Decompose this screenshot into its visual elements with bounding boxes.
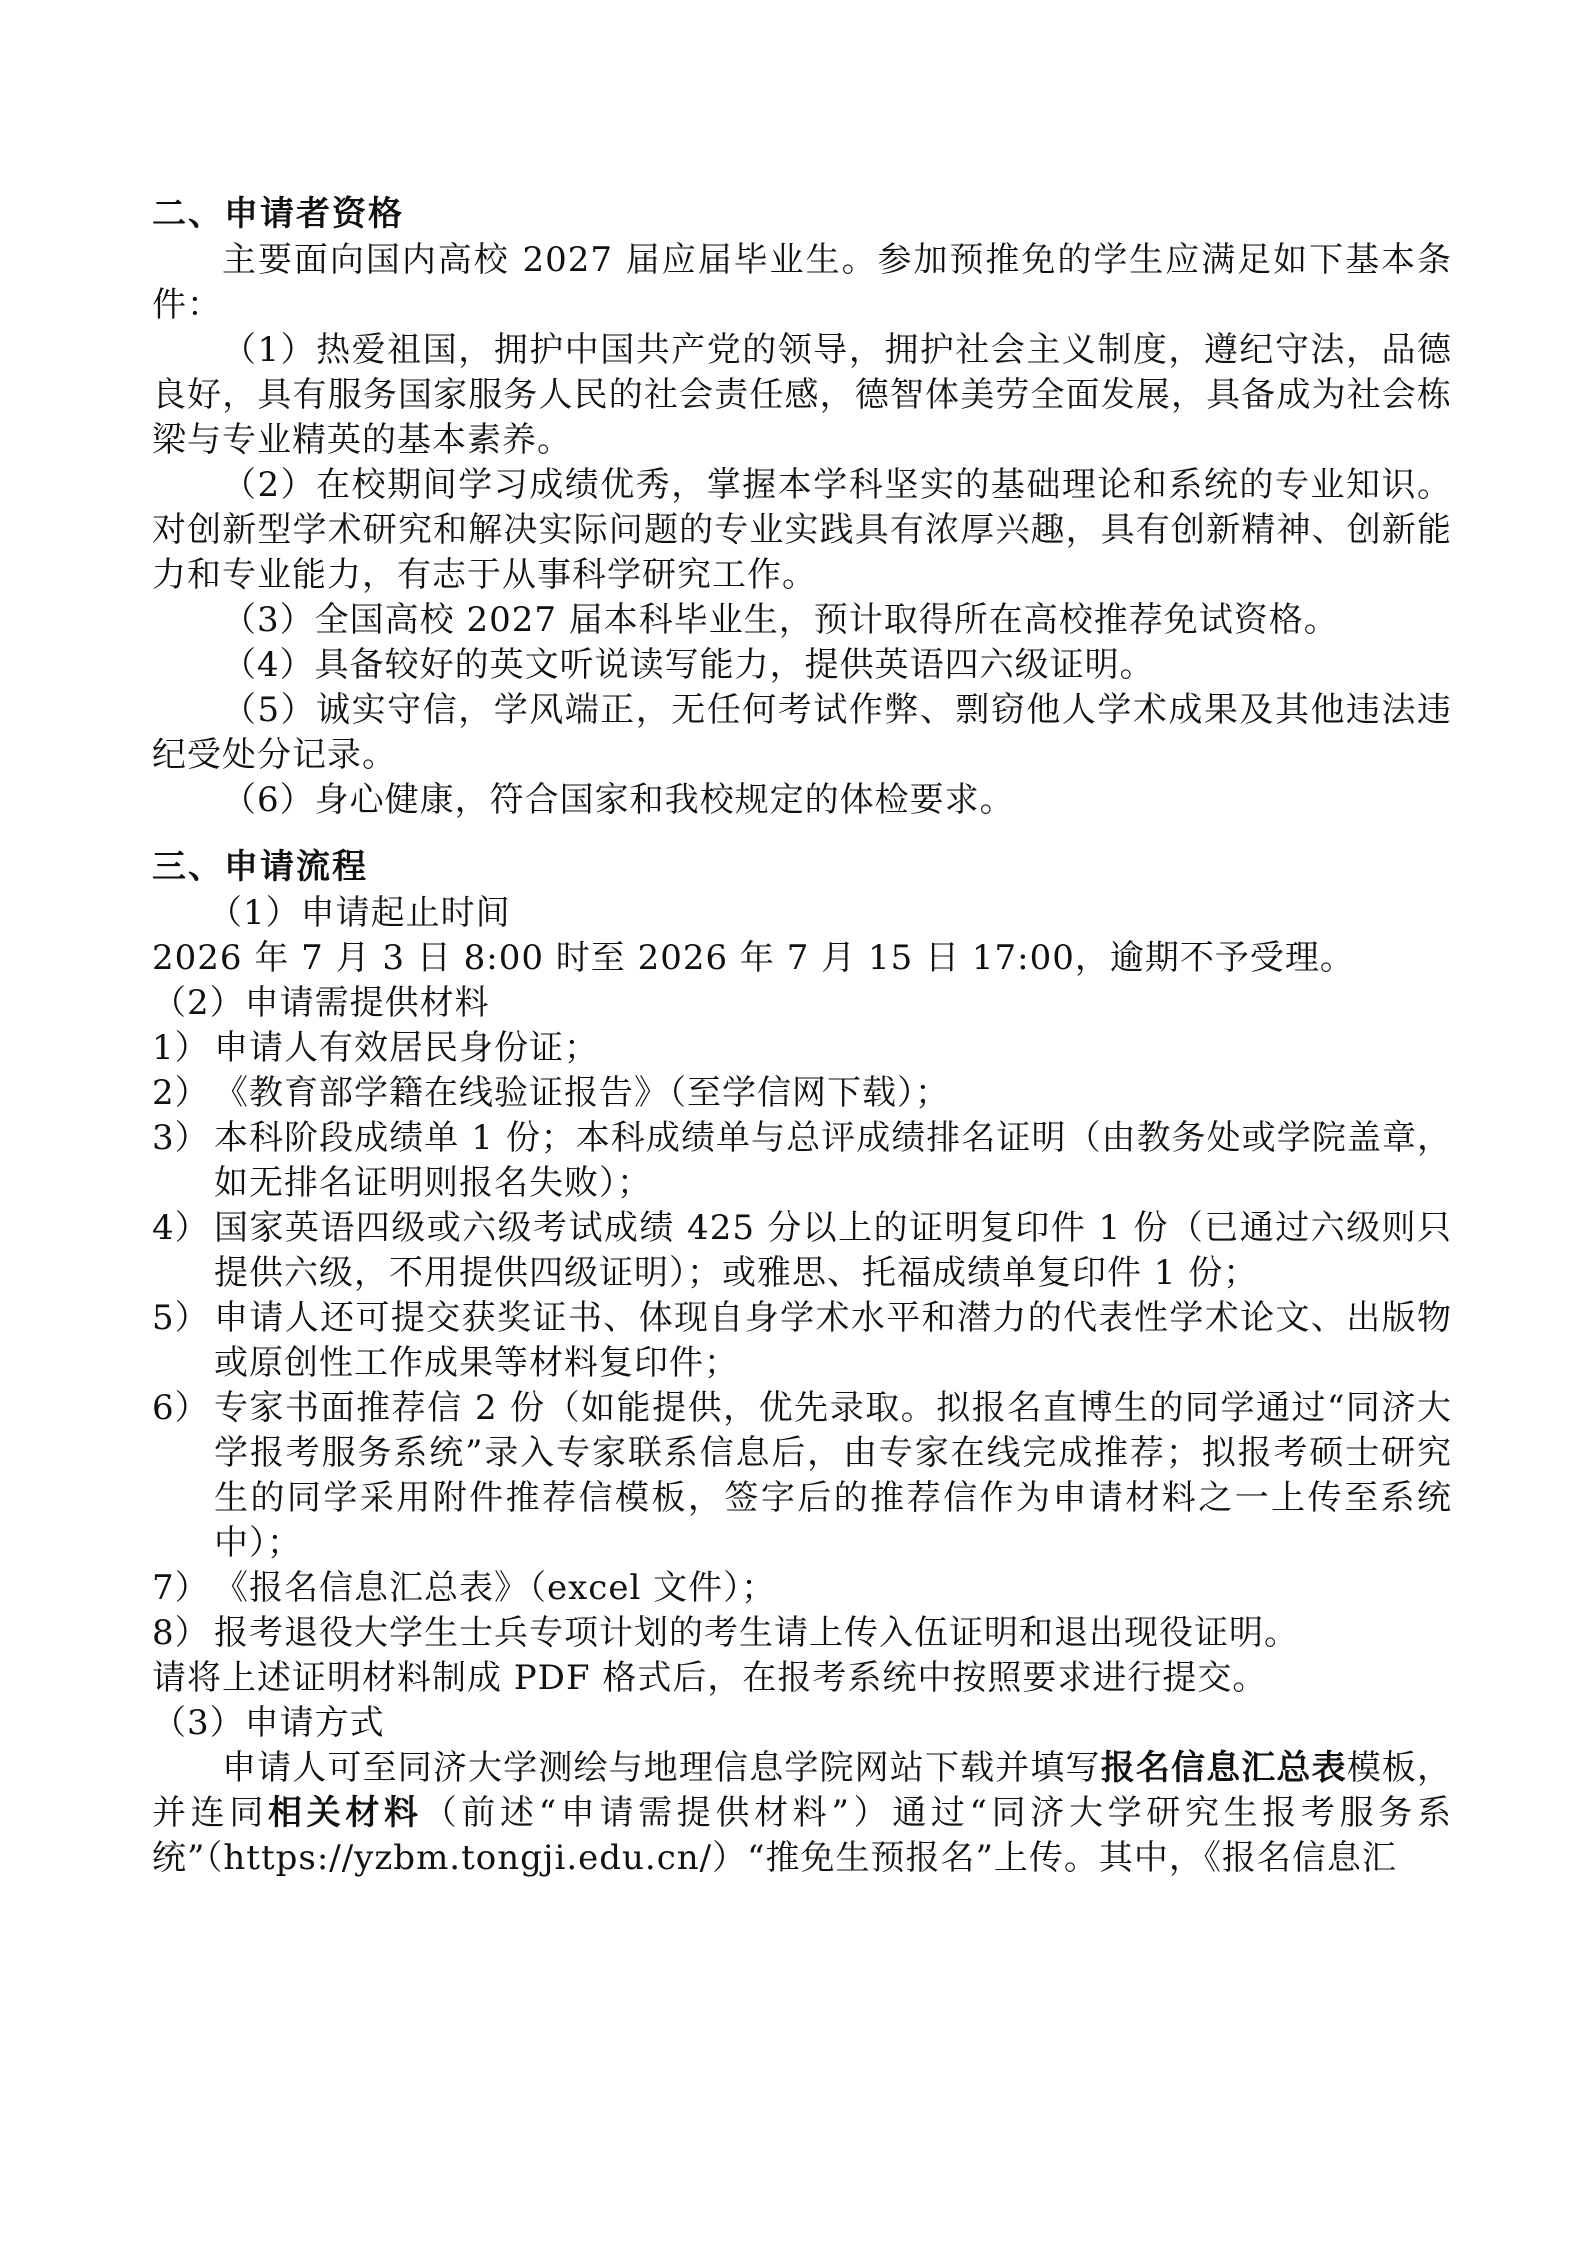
material-item: 6） 专家书面推荐信 2 份（如能提供，优先录取。拟报名直博生的同学通过“同济大学报考服务系统”录入专家联系信息后，由专家在线完成推荐；拟报考硕士研究生的同学采用附件推荐信模板，签字后的推荐信作为申请材料之一上传至系统中）； bbox=[152, 1388, 1452, 1563]
section-heading-eligibility: 二、申请者资格 bbox=[152, 194, 404, 234]
summary-form-bold: 报名信息汇总表 bbox=[1100, 1748, 1347, 1788]
time-title: （1）申请起止时间 bbox=[208, 893, 511, 933]
material-item: 5） 申请人还可提交获奖证书、体现自身学术水平和潜力的代表性学术论文、出版物或原创性工作成果等材料复印件； bbox=[152, 1298, 1452, 1383]
method-title: （3）申请方式 bbox=[152, 1703, 385, 1743]
condition-1: （1）热爱祖国，拥护中国共产党的领导，拥护社会主义制度，遵纪守法，品德良好，具有服务国家服务人民的社会责任感，德智体美劳全面发展，具备成为社会栋梁与专业精英的基本素养。 bbox=[152, 330, 1452, 460]
related-materials-bold: 相关材料 bbox=[268, 1793, 423, 1833]
condition-5: （5）诚实守信，学风端正，无任何考试作弊、剽窃他人学术成果及其他违法违纪受处分记录。 bbox=[152, 690, 1452, 775]
material-item: 3） 本科阶段成绩单 1 份；本科成绩单与总评成绩排名证明（由教务处或学院盖章，如无排名证明则报名失败）； bbox=[152, 1118, 1452, 1203]
condition-6: （6）身心健康，符合国家和我校规定的体检要求。 bbox=[222, 780, 1015, 820]
time-text: 2026 年 7 月 3 日 8:00 时至 2026 年 7 月 15 日 17:00，逾期不予受理。 bbox=[152, 938, 1355, 978]
eligibility-intro: 主要面向国内高校 2027 届应届毕业生。参加预推免的学生应满足如下基本条件： bbox=[152, 240, 1452, 325]
materials-title: （2）申请需提供材料 bbox=[152, 983, 490, 1023]
material-item: 8） 报考退役大学生士兵专项计划的考生请上传入伍证明和退出现役证明。 bbox=[152, 1613, 1299, 1653]
condition-3: （3）全国高校 2027 届本科毕业生，预计取得所在高校推荐免试资格。 bbox=[222, 600, 1339, 640]
section-heading-process: 三、申请流程 bbox=[152, 847, 368, 887]
material-item: 2） 《教育部学籍在线验证报告》（至学信网下载）； bbox=[152, 1073, 950, 1113]
document-content bbox=[152, 190, 1452, 1881]
material-item: 7） 《报名信息汇总表》（excel 文件）； bbox=[152, 1568, 777, 1608]
material-item: 1） 申请人有效居民身份证； bbox=[152, 1028, 599, 1068]
method-paragraph: 申请人可至同济大学测绘与地理信息学院网站下载并填写报名信息汇总表模板，并连同相关材料（前述“申请需提供材料”）通过“同济大学研究生报考服务系统”（https://yzbm.tongji.edu.cn/）“推免生预报名”上传。其中，《报名信息汇 bbox=[152, 1748, 1453, 1878]
material-item: 4） 国家英语四级或六级考试成绩 425 分以上的证明复印件 1 份（已通过六级则只提供六级，不用提供四级证明）；或雅思、托福成绩单复印件 1 份； bbox=[152, 1208, 1452, 1293]
condition-2: （2）在校期间学习成绩优秀，掌握本学科坚实的基础理论和系统的专业知识。对创新型学术研究和解决实际问题的专业实践具有浓厚兴趣，具有创新精神、创新能力和专业能力，有志于从事科学研究工作。 bbox=[152, 465, 1452, 595]
materials-note: 请将上述证明材料制成 PDF 格式后，在报考系统中按照要求进行提交。 bbox=[152, 1658, 1268, 1698]
condition-4: （4）具备较好的英文听说读写能力，提供英语四六级证明。 bbox=[222, 645, 1155, 685]
